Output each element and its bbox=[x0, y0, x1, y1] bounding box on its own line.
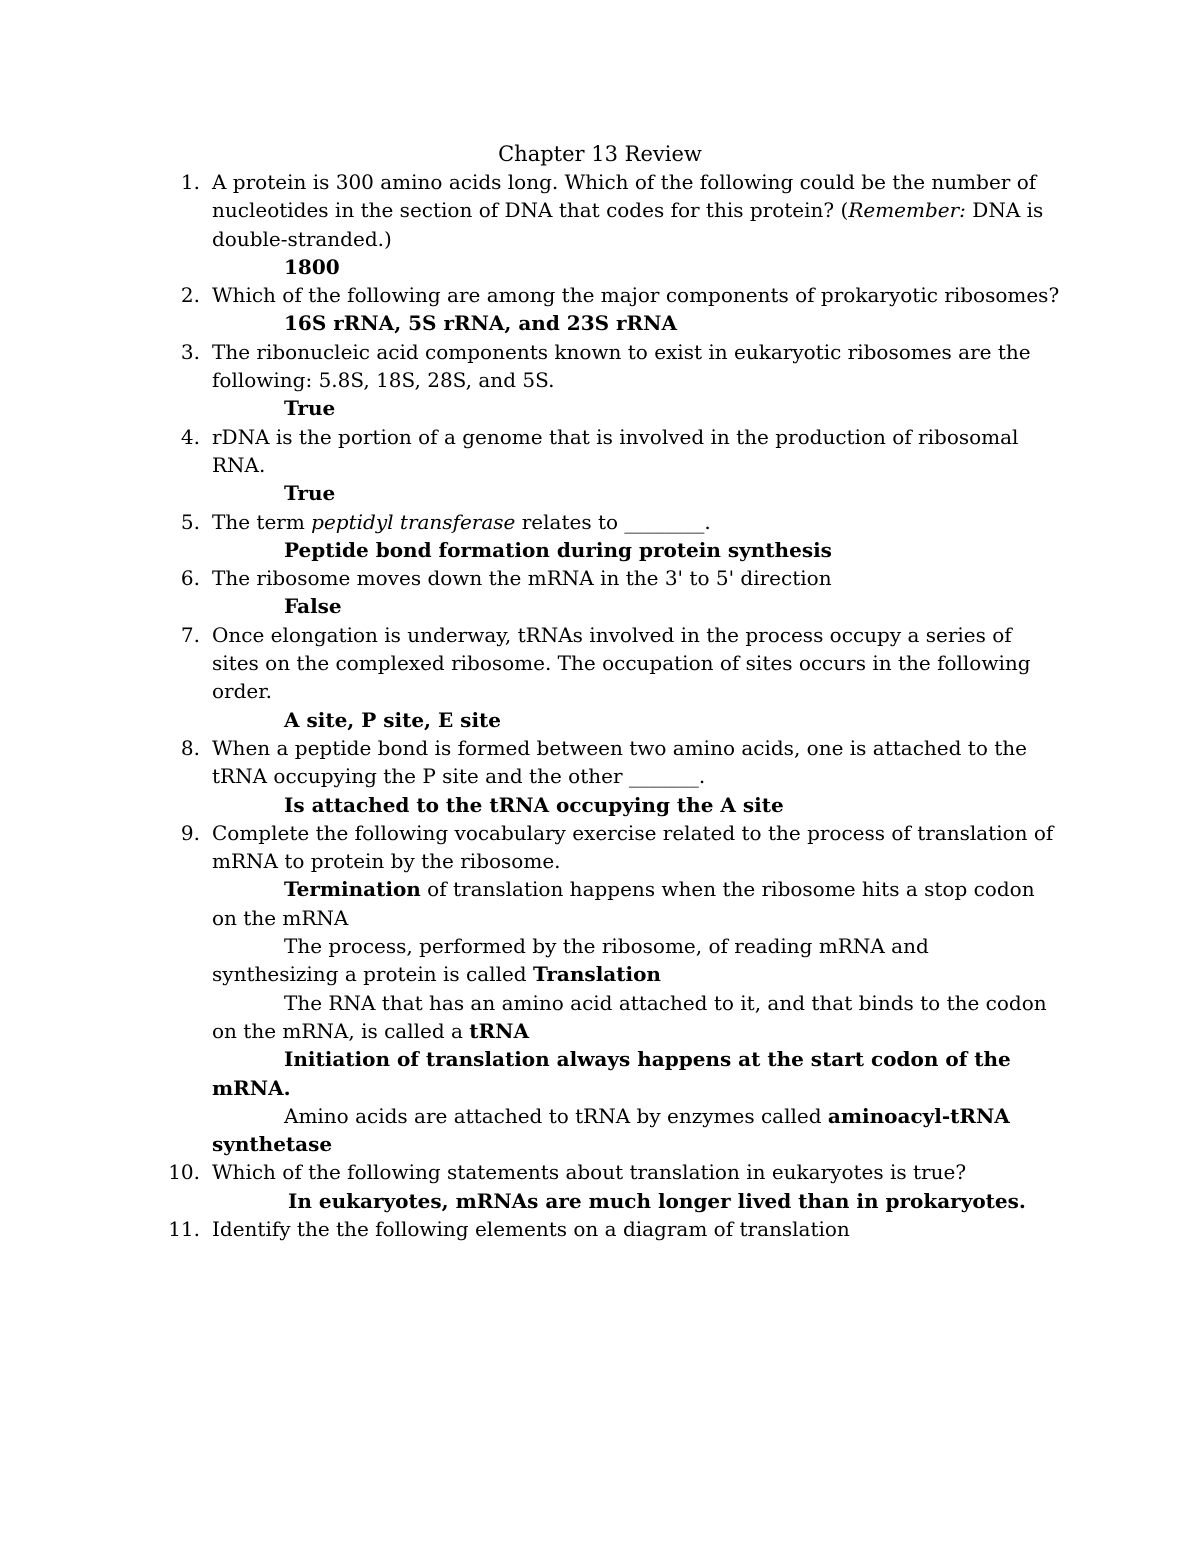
answer: True bbox=[284, 396, 336, 421]
question-9 bbox=[160, 819, 1060, 1159]
answer: Is attached to the tRNA occupying the A site bbox=[284, 792, 784, 817]
question-text: Identify the the following elements on a diagram of translation bbox=[212, 1216, 850, 1241]
answer: False bbox=[284, 594, 342, 619]
question-text: Once elongation is underway, tRNAs involved in the process occupy a series of sites on the complexed ribosome. The occupation of sites occurs in the following order. bbox=[212, 622, 1031, 704]
question-10 bbox=[160, 1158, 1060, 1215]
answer: True bbox=[284, 481, 336, 506]
answer: Peptide bond formation during protein synthesis bbox=[284, 537, 832, 562]
vocab-item-synthetase bbox=[212, 1102, 1060, 1159]
answer: In eukaryotes, mRNAs are much longer lived than in prokaryotes. bbox=[288, 1188, 1026, 1213]
question-list bbox=[160, 168, 1060, 1243]
question-2 bbox=[160, 281, 1060, 338]
term: peptidyl transferase bbox=[311, 509, 516, 534]
question-1 bbox=[160, 168, 1060, 281]
vocab-item-trna bbox=[212, 989, 1060, 1046]
answer: A site, P site, E site bbox=[284, 707, 502, 732]
question-number: 4. bbox=[180, 424, 200, 449]
question-8 bbox=[160, 734, 1060, 819]
remember-note: Remember: bbox=[848, 198, 966, 223]
question-text: When a peptide bond is formed between two amino acids, one is attached to the tRNA occupying the P site and the other _______. bbox=[212, 735, 1027, 789]
vocab-item-translation bbox=[212, 932, 1060, 989]
vocab-answer: Initiation of translation always happens at the start codon of the mRNA. bbox=[212, 1047, 1011, 1100]
question-text: Which of the following are among the major components of prokaryotic ribosomes? bbox=[212, 283, 1060, 308]
question-text: Complete the following vocabulary exercise related to the process of translation of mRNA to protein by the ribosome. bbox=[212, 820, 1054, 874]
question-text: Which of the following statements about translation in eukaryotes is true? bbox=[212, 1160, 967, 1185]
vocab-item-initiation bbox=[212, 1045, 1060, 1102]
question-11 bbox=[160, 1215, 1060, 1243]
question-number: 8. bbox=[180, 735, 200, 760]
question-text-part: DNA is double-stranded.) bbox=[212, 198, 1044, 251]
question-4 bbox=[160, 423, 1060, 508]
vocab-answer: Translation bbox=[532, 962, 661, 987]
answer: 16S rRNA, 5S rRNA, and 23S rRNA bbox=[284, 311, 677, 336]
question-number: 6. bbox=[180, 566, 200, 591]
page-title: Chapter 13 Review bbox=[498, 142, 702, 166]
question-number: 7. bbox=[180, 622, 200, 647]
question-number: 10. bbox=[168, 1160, 200, 1185]
question-text: The ribosome moves down the mRNA in the 3' to 5' direction bbox=[212, 566, 832, 591]
question-5 bbox=[160, 508, 1060, 565]
question-number: 11. bbox=[168, 1216, 200, 1241]
vocab-item-termination bbox=[212, 875, 1060, 932]
question-7 bbox=[160, 621, 1060, 734]
question-number: 1. bbox=[180, 170, 200, 194]
vocab-answer: aminoacyl-tRNA synthetase bbox=[212, 1103, 1010, 1157]
question-number: 2. bbox=[180, 283, 200, 308]
question-number: 5. bbox=[180, 509, 200, 534]
question-text-part: A protein is 300 amino acids long. Which of the following could be the number of nucleotides in the section of DNA that codes for this protein? ( bbox=[212, 170, 1037, 223]
vocab-text: The process, performed by the ribosome, of reading mRNA and synthesizing a protein is called bbox=[212, 934, 929, 987]
question-text: The ribonucleic acid components known to exist in eukaryotic ribosomes are the following: 5.8S, 18S, 28S, and 5S. bbox=[212, 339, 1031, 393]
vocab-answer: Termination bbox=[284, 877, 421, 902]
question-text-part: The term bbox=[212, 509, 312, 534]
question-3 bbox=[160, 338, 1060, 423]
vocab-answer: tRNA bbox=[469, 1018, 529, 1043]
question-number: 9. bbox=[180, 820, 200, 845]
question-text bbox=[212, 508, 1060, 536]
question-text bbox=[212, 168, 1060, 253]
question-text-part: relates to ________. bbox=[515, 509, 711, 534]
vocab-text: The RNA that has an amino acid attached to it, and that binds to the codon on the mRNA, is called a bbox=[212, 990, 1047, 1043]
vocab-text: of translation happens when the ribosome hits a stop codon on the mRNA bbox=[212, 877, 1035, 930]
question-number: 3. bbox=[180, 339, 200, 364]
question-text: rDNA is the portion of a genome that is involved in the production of ribosomal RNA. bbox=[212, 424, 1019, 477]
answer: 1800 bbox=[284, 254, 340, 279]
vocab-text: Amino acids are attached to tRNA by enzymes called bbox=[284, 1103, 828, 1128]
question-6 bbox=[160, 564, 1060, 621]
